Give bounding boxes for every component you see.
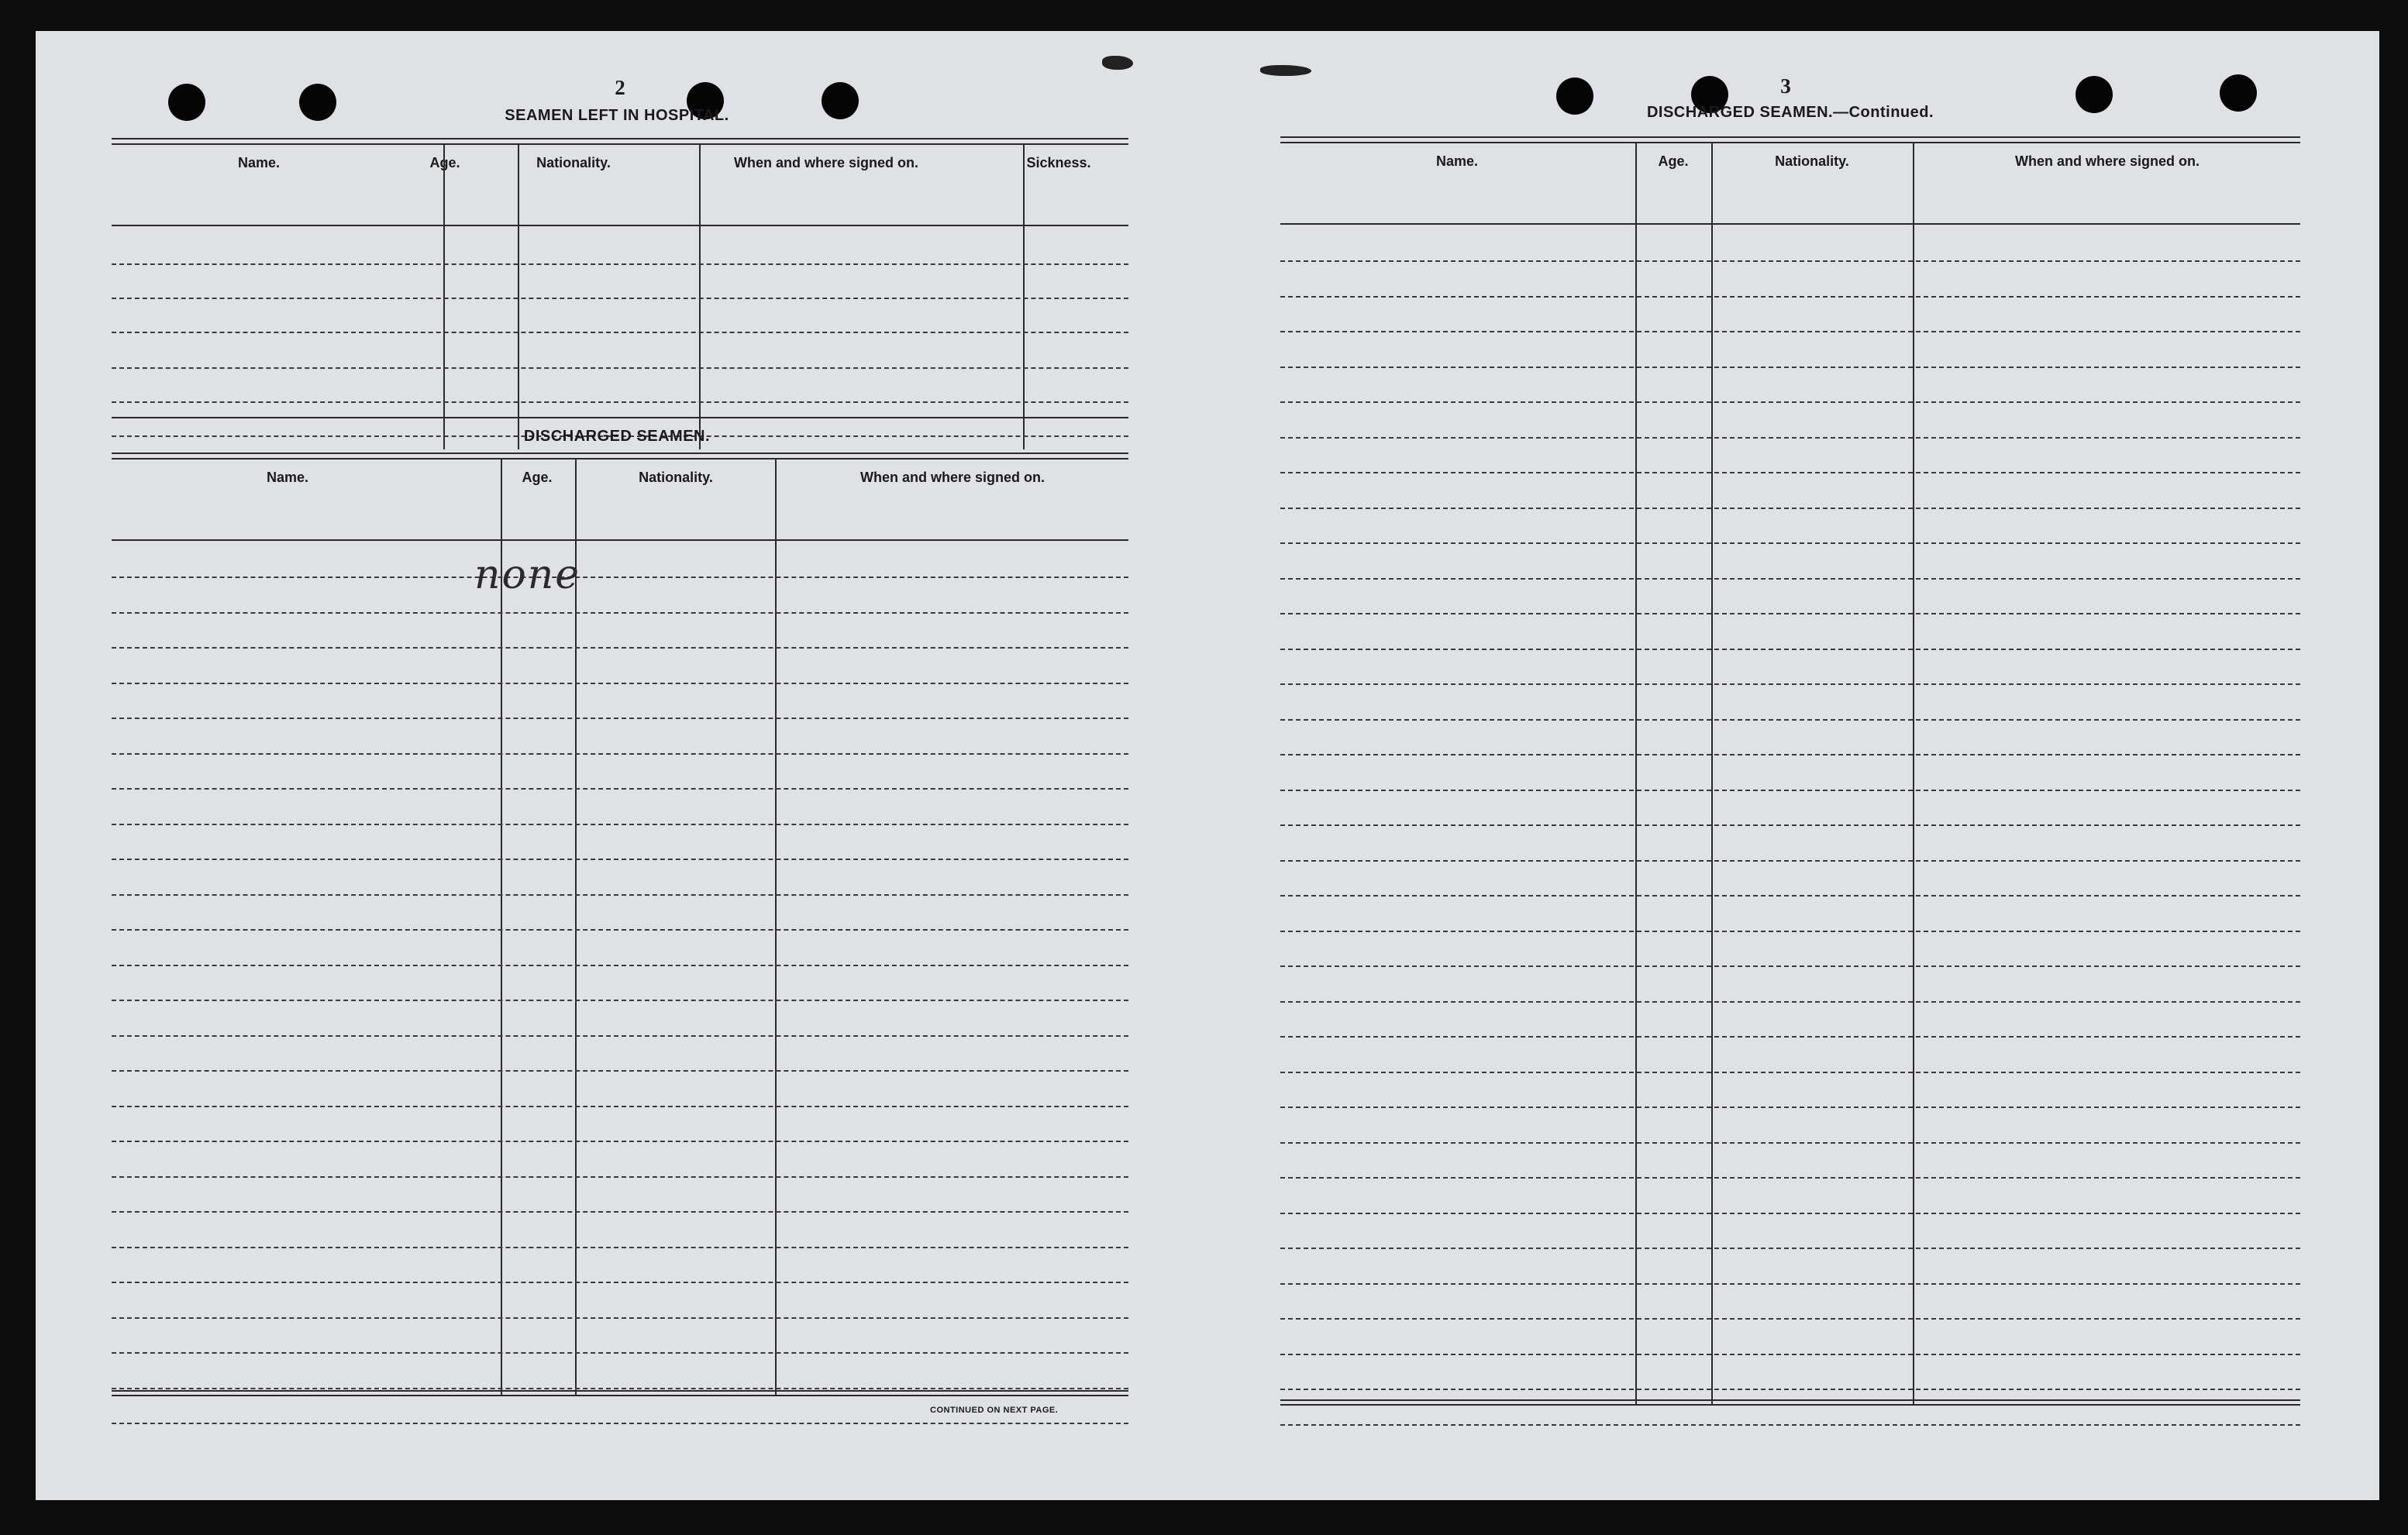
row-line: [112, 683, 1128, 684]
row-line: [1280, 1248, 2300, 1249]
row-line: [112, 1176, 1128, 1178]
row-line: [112, 263, 1128, 265]
row-line: [1280, 367, 2300, 368]
row-line: [1280, 437, 2300, 439]
col-header-when-where: When and where signed on.: [733, 155, 919, 170]
row-line: [1280, 790, 2300, 791]
row-line: [1280, 649, 2300, 650]
row-line: [112, 1388, 1128, 1389]
row-line: [1280, 401, 2300, 403]
row-line: [112, 332, 1128, 333]
discharged-section-title: DISCHARGED SEAMEN.: [523, 428, 711, 445]
row-line: [112, 1106, 1128, 1107]
punch-hole: [1556, 77, 1593, 115]
table-header-bottom-rule: [112, 225, 1128, 226]
row-line: [1280, 1177, 2300, 1179]
col-header-when-where: When and where signed on.: [2014, 153, 2200, 169]
table-footer-rule: [1280, 1399, 2300, 1406]
row-line: [112, 929, 1128, 931]
row-line: [1280, 1072, 2300, 1073]
row-line: [112, 1070, 1128, 1072]
row-line: [1280, 719, 2300, 721]
row-line: [1280, 1424, 2300, 1426]
row-line: [112, 612, 1128, 614]
col-header-name: Name.: [1435, 153, 1479, 169]
table-header-bottom-rule: [1280, 223, 2300, 225]
row-line: [1280, 1283, 2300, 1285]
row-line: [1280, 1036, 2300, 1038]
row-line: [112, 753, 1128, 755]
table-footer-rule: [112, 1390, 1128, 1396]
row-line: [112, 298, 1128, 299]
row-line: [1280, 508, 2300, 509]
row-line: [112, 718, 1128, 719]
punch-hole: [2220, 74, 2257, 112]
row-line: [1280, 683, 2300, 685]
row-line: [1280, 860, 2300, 862]
row-line: [1280, 578, 2300, 580]
table-header-rule: [112, 138, 1128, 145]
row-line: [112, 1035, 1128, 1037]
row-line: [112, 576, 1128, 578]
row-line: [112, 894, 1128, 896]
table-header-rule: [1280, 136, 2300, 143]
col-header-nationality: Nationality.: [1775, 153, 1849, 169]
hospital-section-title: SEAMEN LEFT IN HOSPITAL.: [505, 107, 729, 124]
punch-hole: [2076, 76, 2113, 113]
row-line: [112, 1352, 1128, 1354]
row-line: [112, 1317, 1128, 1319]
col-divider: [501, 459, 502, 1396]
row-line: [112, 1247, 1128, 1248]
row-line: [112, 824, 1128, 825]
page-number-right: 3: [1780, 74, 1791, 98]
table-header-bottom-rule: [112, 539, 1128, 541]
row-line: [1280, 331, 2300, 332]
row-line: [1280, 895, 2300, 897]
punch-hole: [299, 84, 336, 121]
row-line: [1280, 260, 2300, 262]
row-line: [112, 788, 1128, 790]
row-line: [1280, 1107, 2300, 1108]
row-line: [112, 1282, 1128, 1283]
row-line: [112, 1211, 1128, 1213]
row-line: [1280, 472, 2300, 473]
row-line: [1280, 1389, 2300, 1390]
row-line: [112, 1141, 1128, 1142]
discharged-table: [112, 453, 1128, 1421]
discharged-continued-table: [1280, 136, 2300, 1430]
col-header-nationality: Nationality.: [639, 470, 713, 485]
col-divider: [443, 144, 445, 449]
row-line: [1280, 1213, 2300, 1214]
col-header-age: Age.: [1658, 153, 1689, 169]
row-line: [1280, 965, 2300, 967]
row-line: [112, 1423, 1128, 1424]
section-separator: [112, 417, 1128, 418]
row-line: [112, 367, 1128, 369]
row-line: [1280, 613, 2300, 614]
page-number-left: 2: [615, 76, 625, 99]
row-line: [1280, 931, 2300, 932]
col-header-nationality: Nationality.: [536, 155, 611, 170]
row-line: [1280, 1318, 2300, 1320]
punch-hole: [168, 84, 205, 121]
row-line: [112, 1000, 1128, 1001]
col-header-age: Age.: [429, 155, 460, 170]
col-divider: [775, 459, 777, 1396]
row-line: [1280, 1354, 2300, 1355]
col-divider: [1023, 144, 1025, 449]
row-line: [112, 647, 1128, 649]
col-divider: [518, 144, 519, 449]
row-line: [1280, 1142, 2300, 1144]
ink-smudge: [1260, 65, 1311, 76]
col-divider: [699, 144, 701, 449]
discharged-continued-title: DISCHARGED SEAMEN.—Continued.: [1646, 104, 1934, 121]
row-line: [112, 859, 1128, 860]
handwritten-entry: none: [474, 552, 581, 598]
col-header-when-where: When and where signed on.: [860, 470, 1046, 485]
punch-hole: [822, 82, 859, 119]
hospital-table: [112, 138, 1128, 448]
row-line: [1280, 754, 2300, 755]
row-line: [1280, 542, 2300, 544]
row-line: [1280, 1001, 2300, 1003]
ink-smudge: [1102, 56, 1133, 70]
row-line: [112, 965, 1128, 966]
col-header-name: Name.: [266, 470, 309, 485]
col-header-sickness: Sickness.: [1026, 155, 1091, 170]
row-line: [1280, 296, 2300, 298]
col-header-name: Name.: [237, 155, 281, 170]
col-divider: [575, 459, 577, 1396]
row-line: [1280, 824, 2300, 826]
continued-note: CONTINUED ON NEXT PAGE.: [930, 1406, 1059, 1415]
table-header-rule: [112, 453, 1128, 459]
document-sheet: [36, 31, 2379, 1500]
row-line: [112, 401, 1128, 403]
col-header-age: Age.: [522, 470, 553, 485]
